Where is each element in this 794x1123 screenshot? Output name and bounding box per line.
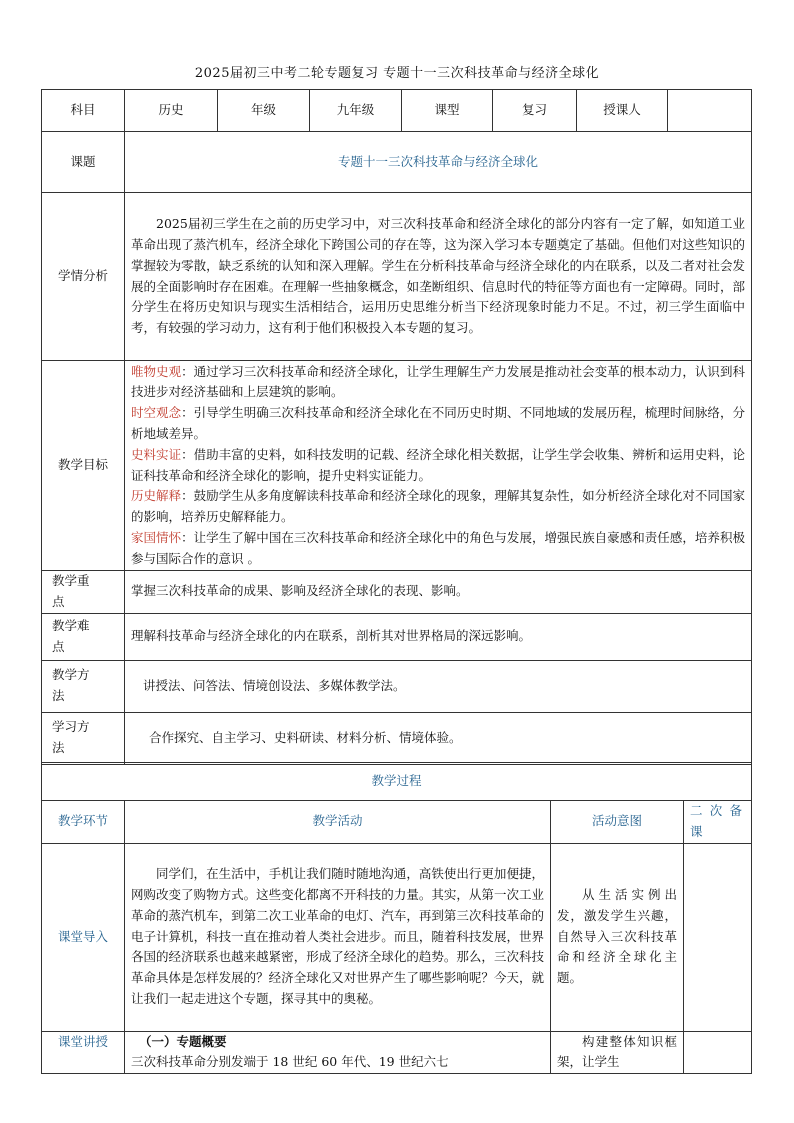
intro-stage: 课堂导入 — [42, 843, 125, 1031]
col-second-prep: 二次备课 — [684, 801, 752, 844]
document-title: 2025届初三中考二轮专题复习 专题十一三次科技革命与经济全球化 — [194, 66, 600, 81]
key-points-text: 掌握三次科技革命的成果、影响及经济全球化的表现、影响。 — [125, 571, 752, 614]
teacher-value — [668, 90, 752, 132]
intro-second-prep — [684, 843, 752, 1031]
study-methods-text: 合作探究、自主学习、史料研读、材料分析、情境体验。 — [125, 712, 752, 764]
subject-label: 科目 — [42, 90, 125, 132]
goal-key: 历史解释 — [131, 488, 182, 504]
goal-item — [131, 403, 745, 445]
goal-key: 时空观念 — [131, 405, 182, 421]
process-column-row — [42, 801, 752, 844]
lesson-type-label: 课型 — [402, 90, 493, 132]
methods-text: 讲授法、问答法、情境创设法、多媒体教学法。 — [125, 660, 752, 712]
difficulties-text: 理解科技革命与经济全球化的内在联系，剖析其对世界格局的深远影响。 — [125, 613, 752, 660]
teacher-label: 授课人 — [577, 90, 668, 132]
goal-item — [131, 486, 745, 528]
process-heading: 教学过程 — [42, 763, 752, 801]
methods-row — [42, 660, 752, 712]
goals-row — [42, 361, 752, 571]
goals-label: 教学目标 — [42, 361, 125, 571]
learning-analysis-text: 2025届初三学生在之前的历史学习中，对三次科技革命和经济全球化的部分内容有一定了解，如知道工业革命出现了蒸汽机车，经济全球化下跨国公司的存在等，这为深入学习本专题奠定了基础。但他们对这些知识的掌握较为零散，缺乏系统的认知和深入理解。学生在分析科技革命与经济全球化的内在联系，以及二者对社会发展的全面影响时存在困难。在理解一些抽象概念，如垄断组织、信息时代的特征等方面也有一定障碍。同时，部分学生在将历史知识与现实生活相结合，运用历史思维分析当下经济现象时能力不足。不过，初三学生面临中考，有较强的学习动力，这有利于他们积极投入本专题的复习。 — [125, 193, 752, 361]
lecture-second-prep — [684, 1031, 752, 1074]
topic-row — [42, 132, 752, 193]
process-heading-row — [42, 763, 752, 801]
study-methods-row — [42, 712, 752, 764]
difficulties-label: 教学难 点 — [42, 613, 125, 660]
lesson-info-table — [41, 89, 752, 765]
lecture-text: 三次科技革命分别发端于 18 世纪 60 年代、19 世纪六七 — [131, 1054, 449, 1070]
goal-key: 史料实证 — [131, 446, 182, 462]
lesson-type-value: 复习 — [493, 90, 577, 132]
subject-value: 历史 — [125, 90, 218, 132]
goal-key: 家国情怀 — [131, 529, 182, 545]
goal-key: 唯物史观 — [131, 363, 182, 379]
header-row — [42, 90, 752, 132]
col-stage: 教学环节 — [42, 801, 125, 844]
learning-analysis-row — [42, 193, 752, 361]
goals-content — [125, 361, 752, 571]
topic-label: 课题 — [42, 132, 125, 193]
goal-text: ：鼓励学生从多角度解读科技革命和经济全球化的现象，理解其复杂性，如分析经济全球化对不同国家的影响，培养历史解释能力。 — [131, 488, 745, 525]
intro-row — [42, 843, 752, 1031]
lecture-intent: 构建整体知识框架，让学生 — [551, 1031, 684, 1074]
key-points-row — [42, 571, 752, 614]
goal-item — [131, 362, 745, 404]
grade-label: 年级 — [218, 90, 310, 132]
difficulties-row — [42, 613, 752, 660]
goal-text: ：通过学习三次科技革命和经济全球化，让学生理解生产力发展是推动社会变革的根本动力，认识到科技进步对经济基础和上层建筑的影响。 — [131, 363, 745, 400]
methods-label: 教学方 法 — [42, 660, 125, 712]
goal-text: ：借助丰富的史料，如科技发明的记载、经济全球化相关数据，让学生学会收集、辨析和运用史料，论证科技革命和经济全球化的影响，提升史料实证能力。 — [131, 446, 745, 483]
lecture-row — [42, 1031, 752, 1074]
lecture-subheading: （一）专题概要 — [139, 1033, 227, 1049]
learning-analysis-label: 学情分析 — [42, 193, 125, 361]
col-intent: 活动意图 — [551, 801, 684, 844]
goal-item — [131, 445, 745, 487]
intro-activity: 同学们，在生活中，手机让我们随时随地沟通，高铁使出行更加便捷，网购改变了购物方式。这些变化都离不开科技的力量。其实，从第一次工业革命的蒸汽机车，到第二次工业革命的电灯、汽车，再到第三次科技革命的电子计算机，科技一直在推动着人类社会进步。而且，随着科技发展，世界各国的经济联系也越来越紧密，形成了经济全球化的趋势。那么，三次科技革命具体是怎样发展的？经济全球化又对世界产生了哪些影响呢？今天，就让我们一起走进这个专题，探寻其中的奥秘。 — [125, 843, 551, 1031]
topic-value: 专题十一三次科技革命与经济全球化 — [125, 132, 752, 193]
goal-text: ：引导学生明确三次科技革命和经济全球化在不同历史时期、不同地域的发展历程，梳理时间脉络，分析地域差异。 — [131, 405, 745, 441]
lecture-stage: 课堂讲授 — [42, 1031, 125, 1074]
lecture-activity — [125, 1031, 551, 1074]
study-methods-label: 学习方 法 — [42, 712, 125, 764]
goal-item — [131, 528, 745, 570]
intro-intent: 从生活实例出发，激发学生兴趣，自然导入三次科技革命和经济全球化主题。 — [551, 843, 684, 1031]
goal-text: ：让学生了解中国在三次科技革命和经济全球化中的角色与发展，增强民族自豪感和责任感，培养积极参与国际合作的意识 。 — [131, 529, 745, 566]
col-activity: 教学活动 — [125, 801, 551, 844]
key-points-label: 教学重 点 — [42, 571, 125, 614]
grade-value: 九年级 — [310, 90, 402, 132]
teaching-process-table — [41, 762, 752, 1074]
